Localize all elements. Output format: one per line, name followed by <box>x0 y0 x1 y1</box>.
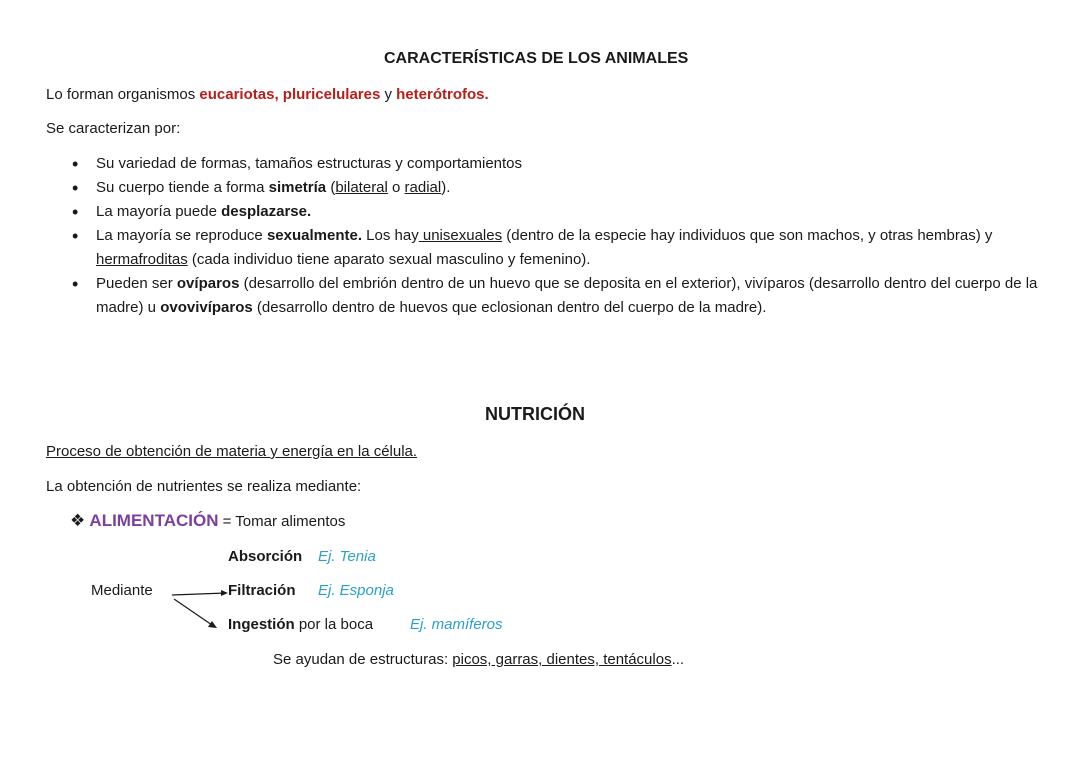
method-ingestion <box>228 616 373 633</box>
bullet-5-a: Pueden ser <box>96 275 177 292</box>
alimentacion-line <box>70 511 345 531</box>
method-filtracion: Filtración <box>228 582 296 599</box>
ingestion-rest: por la boca <box>294 616 374 633</box>
nutrition-definition: Proceso de obtención de materia y energía en la célula. <box>46 443 418 460</box>
bullet-3-bold: desplazarse. <box>221 203 312 220</box>
bullet-3-a: La mayoría puede <box>96 203 222 220</box>
arrows-diagram <box>168 585 232 633</box>
section-title-caracteristicas: CARACTERÍSTICAS DE LOS ANIMALES <box>384 50 689 67</box>
nutrition-lead: La obtención de nutrientes se realiza mediante: <box>46 478 362 495</box>
bullet-5-c: (desarrollo dentro de huevos que eclosionan dentro del cuerpo de la madre). <box>252 299 767 316</box>
bullet-2-d: ). <box>441 179 451 196</box>
bullet-2-bold: simetría <box>268 179 327 196</box>
structures-list: picos, garras, dientes, tentáculos <box>452 651 672 668</box>
arrowhead-filtracion-icon <box>221 590 228 596</box>
bullet-2-c: o <box>387 179 405 196</box>
bullet-1-text: Su variedad de formas, tamaños estructuras y comportamientos <box>96 155 523 172</box>
bullet-2-b: ( <box>326 179 336 196</box>
structures-suffix: ... <box>671 651 685 668</box>
arrow-line-ingestion <box>174 599 212 625</box>
intro-line <box>46 86 489 103</box>
example-ingestion: Ej. mamíferos <box>410 616 503 633</box>
mediante-label: Mediante <box>91 582 153 599</box>
arrow-line-filtracion <box>172 593 226 595</box>
bullet-4-a: La mayoría se reproduce <box>96 227 267 244</box>
alimentacion-rest: = Tomar alimentos <box>218 513 346 530</box>
structures-prefix: Se ayudan de estructuras: <box>273 651 453 668</box>
bullet-4-underline-1: unisexuales <box>418 227 503 244</box>
list-item <box>70 200 1045 224</box>
section-title-nutricion: NUTRICIÓN <box>485 404 585 424</box>
intro-mid: y <box>380 86 397 103</box>
bullet-4-d: (cada individuo tiene aparato sexual masculino y femenino). <box>187 251 591 268</box>
list-item <box>70 224 1045 272</box>
list-item <box>70 176 1045 200</box>
example-absorcion: Ej. Tenia <box>318 548 376 565</box>
arrowhead-ingestion-icon <box>208 621 217 628</box>
ingestion-label: Ingestión <box>228 616 295 633</box>
bullet-4-c: (dentro de la especie hay individuos que son machos, y otras hembras) y <box>502 227 993 244</box>
bullet-5-bold-2: ovovivíparos <box>160 299 253 316</box>
intro-highlight-1: eucariotas, pluricelulares <box>199 86 381 103</box>
bullet-5-b: (desarrollo del embrión dentro de un huevo que se deposita en el exterior), vivíparos (desarrollo dentro del cuerpo de la madre) u <box>96 275 1038 316</box>
list-item <box>70 272 1045 320</box>
bullet-4-underline-2: hermafroditas <box>96 251 188 268</box>
bullet-2-underline-1: bilateral <box>335 179 388 196</box>
structures-line <box>273 651 684 668</box>
bullet-4-b: Los hay <box>361 227 419 244</box>
intro-highlight-2: heterótrofos. <box>396 86 489 103</box>
list-item <box>70 152 1045 176</box>
method-absorcion: Absorción <box>228 548 303 565</box>
diamond-bullet-icon: ❖ <box>70 511 86 530</box>
alimentacion-label: ALIMENTACIÓN <box>89 511 219 530</box>
lead-caracterizan: Se caracterizan por: <box>46 120 181 137</box>
bullet-5-bold-1: ovíparos <box>176 275 240 292</box>
bullet-4-bold: sexualmente. <box>266 227 362 244</box>
bullet-2-underline-2: radial <box>404 179 442 196</box>
bullet-2-a: Su cuerpo tiende a forma <box>96 179 269 196</box>
intro-prefix: Lo forman organismos <box>46 86 200 103</box>
example-filtracion: Ej. Esponja <box>318 582 394 599</box>
characteristics-list <box>70 152 1045 320</box>
